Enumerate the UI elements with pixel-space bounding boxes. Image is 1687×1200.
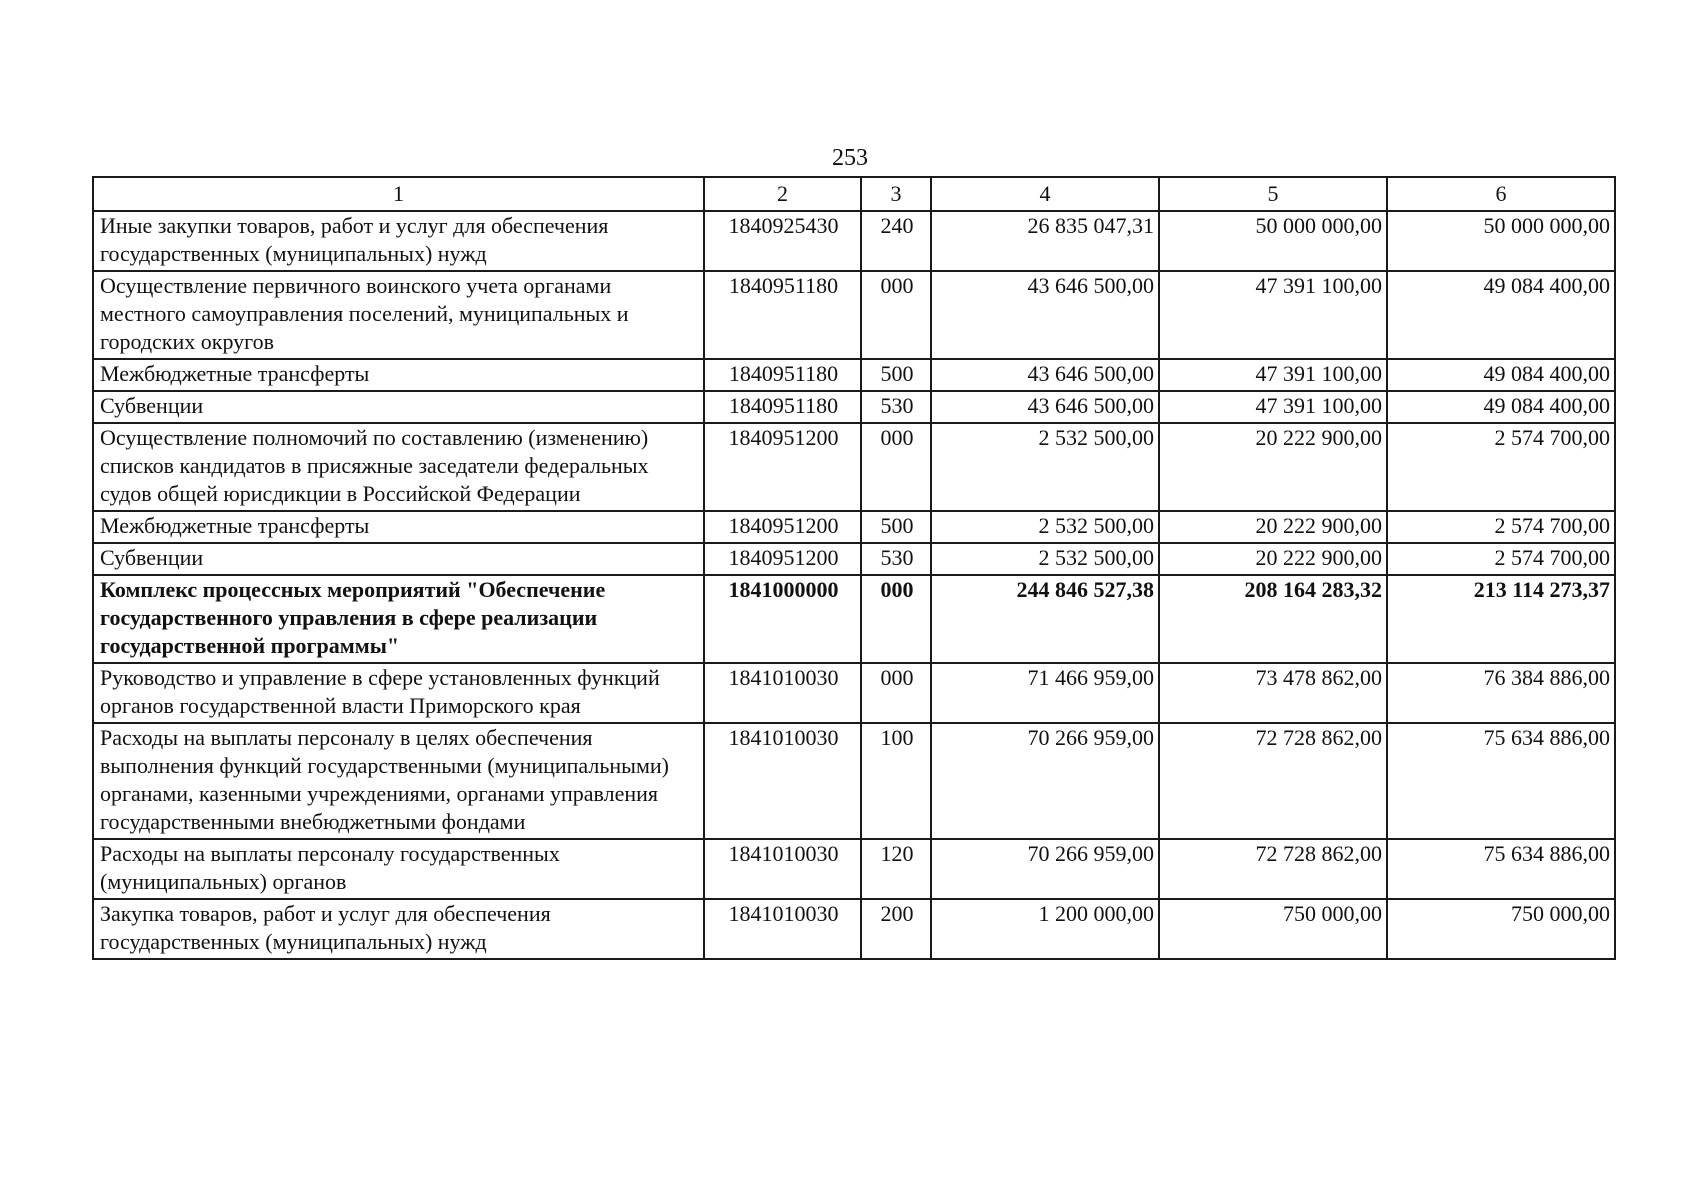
amount-column-4: 70 266 959,00 (931, 839, 1159, 899)
budget-table (92, 176, 1616, 960)
amount-column-6: 76 384 886,00 (1387, 663, 1615, 723)
row-name: Субвенции (93, 543, 704, 575)
amount-column-5: 73 478 862,00 (1159, 663, 1387, 723)
row-name: Закупка товаров, работ и услуг для обеспечения государственных (муниципальных) нужд (93, 899, 704, 959)
amount-column-6: 49 084 400,00 (1387, 359, 1615, 391)
target-article-code: 1840951200 (704, 423, 861, 511)
amount-column-4: 70 266 959,00 (931, 723, 1159, 839)
expense-type-code: 200 (861, 899, 931, 959)
amount-column-4: 71 466 959,00 (931, 663, 1159, 723)
row-name: Комплекс процессных мероприятий "Обеспечение государственного управления в сфере реализации государственной программы" (93, 575, 704, 663)
amount-column-6: 75 634 886,00 (1387, 839, 1615, 899)
amount-column-6: 75 634 886,00 (1387, 723, 1615, 839)
expense-type-code: 000 (861, 663, 931, 723)
table-row (93, 423, 1615, 511)
amount-column-6: 213 114 273,37 (1387, 575, 1615, 663)
table-row (93, 543, 1615, 575)
table-row (93, 359, 1615, 391)
amount-column-6: 49 084 400,00 (1387, 391, 1615, 423)
amount-column-4: 244 846 527,38 (931, 575, 1159, 663)
amount-column-5: 208 164 283,32 (1159, 575, 1387, 663)
amount-column-5: 20 222 900,00 (1159, 511, 1387, 543)
target-article-code: 1841010030 (704, 723, 861, 839)
expense-type-code: 530 (861, 391, 931, 423)
expense-type-code: 500 (861, 511, 931, 543)
amount-column-6: 49 084 400,00 (1387, 271, 1615, 359)
amount-column-4: 43 646 500,00 (931, 359, 1159, 391)
table-row (93, 723, 1615, 839)
table-body (93, 211, 1615, 959)
target-article-code: 1840951180 (704, 391, 861, 423)
column-header: 3 (861, 177, 931, 211)
row-name: Межбюджетные трансферты (93, 511, 704, 543)
amount-column-5: 47 391 100,00 (1159, 391, 1387, 423)
amount-column-6: 750 000,00 (1387, 899, 1615, 959)
expense-type-code: 240 (861, 211, 931, 271)
column-header: 4 (931, 177, 1159, 211)
amount-column-4: 43 646 500,00 (931, 391, 1159, 423)
amount-column-6: 2 574 700,00 (1387, 423, 1615, 511)
table-row (93, 211, 1615, 271)
target-article-code: 1841000000 (704, 575, 861, 663)
column-header: 1 (93, 177, 704, 211)
amount-column-6: 2 574 700,00 (1387, 511, 1615, 543)
column-number-row (93, 177, 1615, 211)
amount-column-5: 47 391 100,00 (1159, 359, 1387, 391)
target-article-code: 1840925430 (704, 211, 861, 271)
row-name: Иные закупки товаров, работ и услуг для обеспечения государственных (муниципальных) нужд (93, 211, 704, 271)
target-article-code: 1840951180 (704, 359, 861, 391)
target-article-code: 1841010030 (704, 899, 861, 959)
expense-type-code: 000 (861, 271, 931, 359)
target-article-code: 1840951200 (704, 511, 861, 543)
table-row (93, 575, 1615, 663)
table-row (93, 899, 1615, 959)
amount-column-6: 50 000 000,00 (1387, 211, 1615, 271)
row-name: Межбюджетные трансферты (93, 359, 704, 391)
amount-column-4: 1 200 000,00 (931, 899, 1159, 959)
target-article-code: 1841010030 (704, 663, 861, 723)
target-article-code: 1840951180 (704, 271, 861, 359)
amount-column-4: 43 646 500,00 (931, 271, 1159, 359)
row-name: Осуществление первичного воинского учета органами местного самоуправления поселений, муниципальных и городских округов (93, 271, 704, 359)
table-row (93, 391, 1615, 423)
amount-column-4: 2 532 500,00 (931, 543, 1159, 575)
target-article-code: 1841010030 (704, 839, 861, 899)
amount-column-5: 72 728 862,00 (1159, 723, 1387, 839)
amount-column-5: 50 000 000,00 (1159, 211, 1387, 271)
amount-column-5: 72 728 862,00 (1159, 839, 1387, 899)
page-number: 253 (832, 145, 868, 171)
amount-column-5: 750 000,00 (1159, 899, 1387, 959)
column-header: 2 (704, 177, 861, 211)
amount-column-4: 26 835 047,31 (931, 211, 1159, 271)
expense-type-code: 120 (861, 839, 931, 899)
amount-column-4: 2 532 500,00 (931, 423, 1159, 511)
row-name: Расходы на выплаты персоналу государственных (муниципальных) органов (93, 839, 704, 899)
expense-type-code: 000 (861, 423, 931, 511)
amount-column-6: 2 574 700,00 (1387, 543, 1615, 575)
expense-type-code: 100 (861, 723, 931, 839)
row-name: Субвенции (93, 391, 704, 423)
expense-type-code: 500 (861, 359, 931, 391)
table-row (93, 839, 1615, 899)
amount-column-5: 20 222 900,00 (1159, 543, 1387, 575)
row-name: Расходы на выплаты персоналу в целях обеспечения выполнения функций государственными (муниципальными) органами, казенными учреждениями, органами управления государственными внебюджетными фондами (93, 723, 704, 839)
table-row (93, 663, 1615, 723)
row-name: Руководство и управление в сфере установленных функций органов государственной власти Приморского края (93, 663, 704, 723)
table-row (93, 511, 1615, 543)
amount-column-5: 20 222 900,00 (1159, 423, 1387, 511)
amount-column-5: 47 391 100,00 (1159, 271, 1387, 359)
expense-type-code: 530 (861, 543, 931, 575)
column-header: 5 (1159, 177, 1387, 211)
column-header: 6 (1387, 177, 1615, 211)
expense-type-code: 000 (861, 575, 931, 663)
amount-column-4: 2 532 500,00 (931, 511, 1159, 543)
table-row (93, 271, 1615, 359)
target-article-code: 1840951200 (704, 543, 861, 575)
row-name: Осуществление полномочий по составлению (изменению) списков кандидатов в присяжные заседатели федеральных судов общей юрисдикции в Российской Федерации (93, 423, 704, 511)
